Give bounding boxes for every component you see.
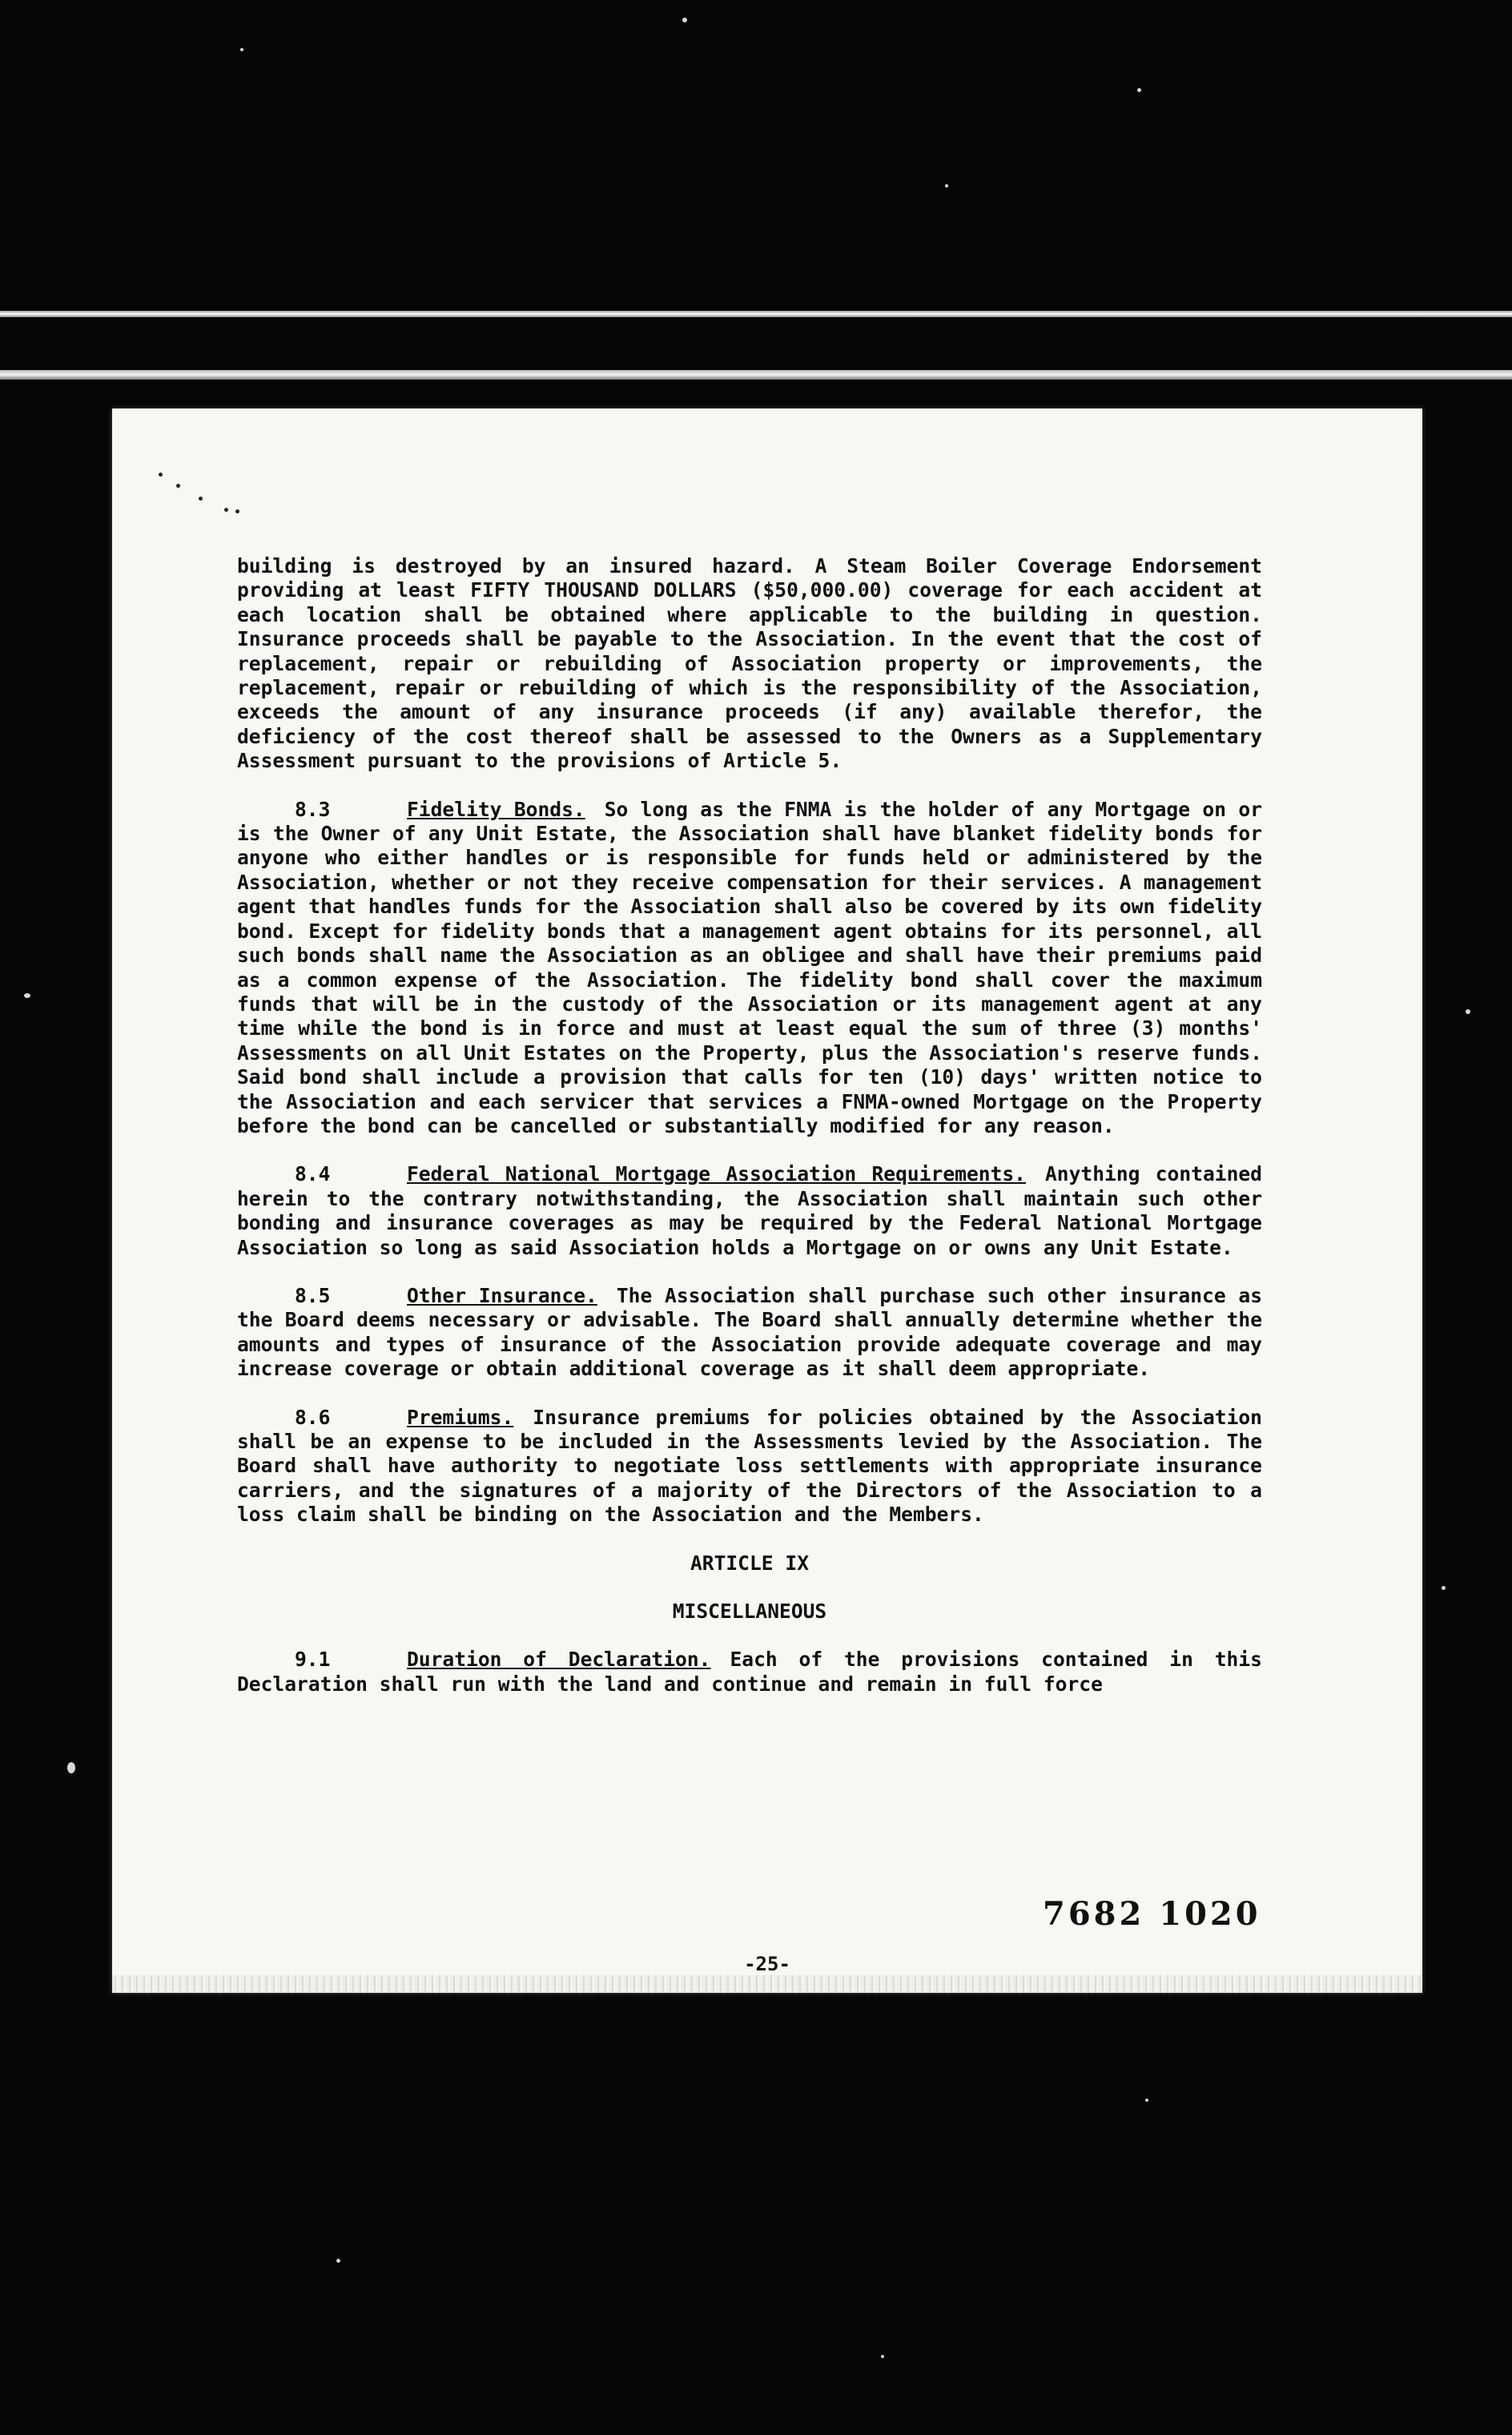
section-number: 9.1	[295, 1648, 331, 1672]
section-8-4	[237, 1162, 1262, 1260]
scan-speck	[945, 184, 948, 187]
section-8-5	[237, 1284, 1262, 1382]
stray-mark	[199, 497, 203, 501]
scan-speck	[1145, 2099, 1148, 2102]
stray-mark	[176, 484, 180, 488]
article-heading: ARTICLE IX	[690, 1551, 810, 1575]
section-title: Premiums.	[407, 1405, 514, 1429]
section-body: So long as the FNMA is the holder of any Mortgage on or is the Owner of any Unit Estate, the Association shall have blanket fidelity bonds for anyone who either handles or is responsible for funds held or administered by the Association, whether or not they receive compensation for their services. A management agent that handles funds for the Association shall also be covered by its own fidelity bond. Except for fidelity bonds that a management agent obtains for its personnel, all such bonds shall name the Association as an obligee and shall have their premiums paid as a common expense of the Association. The fidelity bond shall cover the maximum funds that will be in the custody of the Association or its management agent at any time while the bond is in force and must at least equal the sum of three (3) months' Assessments on all Unit Estates on the Property, plus the Association's reserve funds. Said bond shall include a provision that calls for ten (10) days' written notice to the Association and each servicer that services a FNMA-owned Mortgage on the Property before the bond can be cancelled or substantially modified for any reason.	[237, 797, 1262, 1137]
section-title: Duration of Declaration.	[407, 1648, 711, 1672]
stray-mark	[224, 508, 228, 512]
scan-speck	[336, 2259, 340, 2263]
section-body: Insurance premiums for policies obtained by the Association shall be an expense to be included in the Assessments levied by the Association. The Board shall have authority to negotiate loss settlements with appropriate insurance carriers, and the signatures of a majority of the Directors of the Association to a loss claim shall be binding on the Association and the Members.	[237, 1405, 1262, 1527]
scan-speck	[1442, 1586, 1446, 1590]
scan-speck	[24, 993, 30, 998]
stray-mark	[235, 509, 239, 513]
section-8-6	[237, 1406, 1262, 1527]
section-title: Federal National Mortgage Association Requirements.	[407, 1162, 1026, 1186]
scan-speck	[67, 1762, 75, 1773]
stray-marks	[159, 473, 255, 521]
article-subheading: MISCELLANEOUS	[672, 1600, 827, 1624]
scan-speck	[881, 2355, 884, 2358]
section-9-1	[237, 1648, 1262, 1696]
recording-number: 7682 1020	[1043, 1895, 1261, 1933]
section-body: The Association shall purchase such other insurance as the Board deems necessary or advisable. The Board shall annually determine whether the amounts and types of insurance of the Association provide adequate coverage and may increase coverage or obtain additional coverage as it shall deem appropriate.	[237, 1283, 1262, 1381]
section-8-3	[237, 798, 1262, 1139]
document-page	[112, 409, 1422, 1993]
section-body: Each of the provisions contained in this Declaration shall run with the land and continue and remain in full force	[237, 1648, 1262, 1696]
section-title: Other Insurance.	[407, 1283, 597, 1307]
section-number: 8.3	[295, 797, 331, 821]
scan-artifact-line	[0, 311, 1512, 317]
scan-speck	[240, 48, 243, 51]
scan-edge-noise	[112, 1975, 1422, 1993]
section-body: Anything contained herein to the contrary notwithstanding, the Association shall maintain such other bonding and insurance coverages as may be required by the Federal National Mortgage Association so long as said Association holds a Mortgage on or owns any Unit Estate.	[237, 1162, 1262, 1259]
scan-speck	[682, 18, 687, 22]
scan-artifact-band	[0, 370, 1512, 380]
scan-speck	[1137, 88, 1141, 92]
intro-paragraph: building is destroyed by an insured hazard. A Steam Boiler Coverage Endorsement providing at least FIFTY THOUSAND DOLLARS ($50,000.00) coverage for each accident at each location shall be obtained where applicable to the building in question. Insurance proceeds shall be payable to the Association. In the event that the cost of replacement, repair or rebuilding of Association property or improvements, the replacement, repair or rebuilding of which is the responsibility of the Association, exceeds the amount of any insurance proceeds (if any) available therefor, the deficiency of the cost thereof shall be assessed to the Owners as a Supplementary Assessment pursuant to the provisions of Article 5.	[237, 554, 1262, 773]
scan-speck	[1466, 1009, 1470, 1014]
section-number: 8.4	[295, 1162, 331, 1186]
section-title: Fidelity Bonds.	[407, 797, 585, 821]
page-number: -25-	[744, 1953, 790, 1975]
document-body	[237, 554, 1262, 1721]
section-number: 8.5	[295, 1283, 331, 1307]
section-number: 8.6	[295, 1405, 331, 1429]
stray-mark	[159, 473, 163, 477]
